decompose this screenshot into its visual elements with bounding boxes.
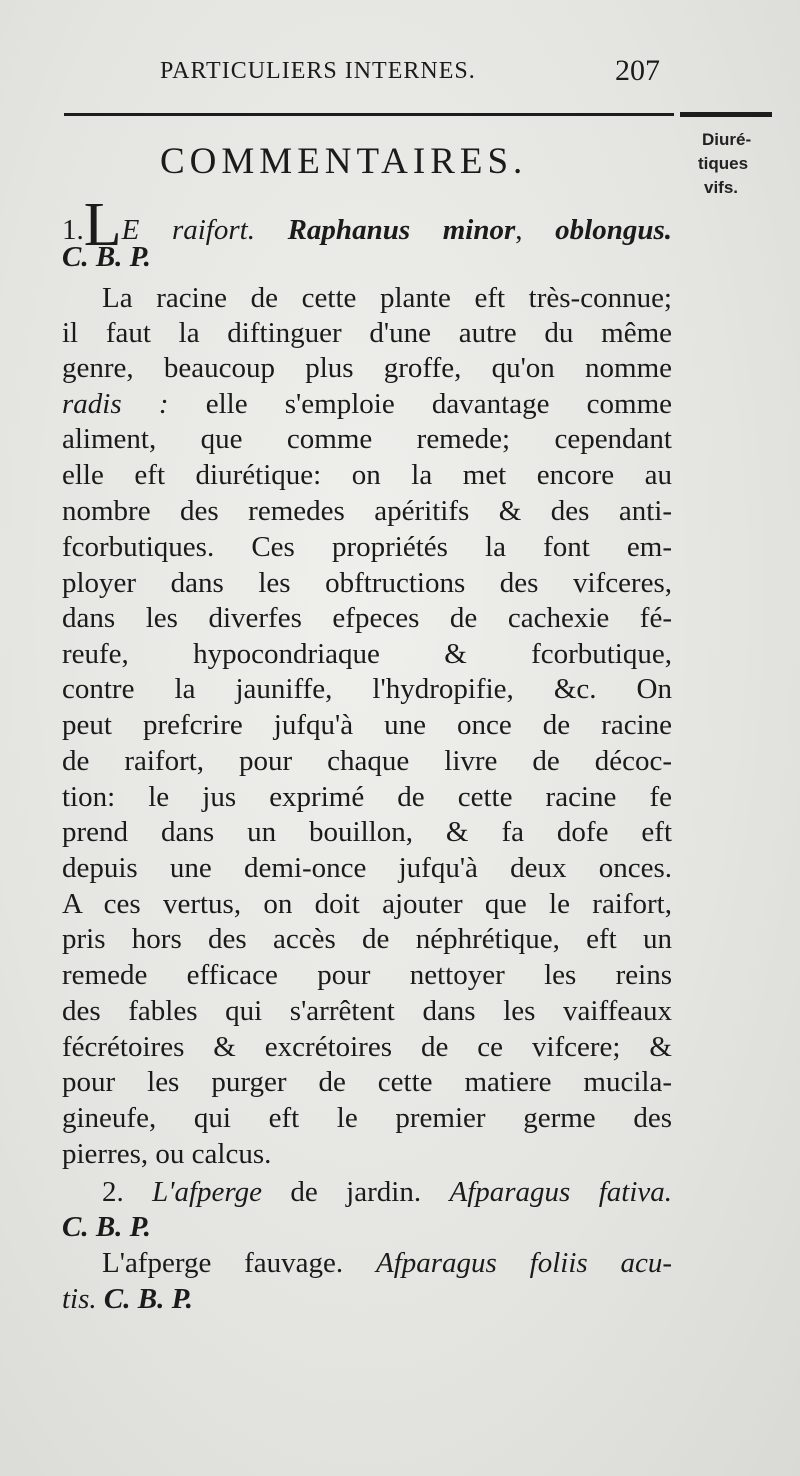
body-line: A ces vertus, on doit ajouter que le raifort, — [62, 888, 672, 920]
body-line: dans les diverfes efpeces de cachexie fé- — [62, 602, 672, 634]
body-line: contre la jauniffe, l'hydropifie, &c. On — [62, 673, 672, 705]
entry-heading — [62, 1175, 672, 1209]
radis-word: radis : — [62, 388, 169, 420]
running-title: PARTICULIERS INTERNES. — [160, 58, 476, 84]
drop-cap: L — [83, 191, 122, 259]
entry-number: 2. — [102, 1176, 124, 1208]
entry-name-rest: de jardin. — [290, 1176, 422, 1208]
margin-note-line: Diuré- — [702, 130, 752, 149]
body-line: pris hors des accès de néphrétique, eft un — [62, 923, 672, 955]
body-line: fcorbutiques. Ces propriétés la font em- — [62, 531, 672, 563]
margin-note-line: vifs. — [704, 178, 739, 197]
latin-name: tis. — [62, 1283, 97, 1315]
body-line: elle eft diurétique: on la met encore au — [62, 459, 672, 491]
body-line: aliment, que comme remede; cependant — [62, 423, 672, 455]
latin-name: Afparagus foliis acu- — [376, 1247, 673, 1279]
body-line: nombre des remedes apéritifs & des anti- — [62, 495, 672, 527]
body-line: peut prefcrire jufqu'à une once de racine — [62, 709, 672, 741]
body-line — [62, 387, 672, 421]
margin-note — [696, 128, 786, 200]
body-line: reufe, hypocondriaque & fcorbutique, — [62, 638, 672, 670]
entry-reference — [62, 1210, 672, 1244]
separator: , — [515, 214, 523, 246]
body-line: genre, beaucoup plus groffe, qu'on nomme — [62, 352, 672, 384]
body-line: La racine de cette plante eft très-connue; — [102, 282, 672, 314]
body-line: pour les purger de cette matiere mucila- — [62, 1066, 672, 1098]
reference: C. B. P. — [62, 1211, 151, 1243]
body-line: tion: le jus exprimé de cette racine fe — [62, 781, 672, 813]
latin-name: Raphanus minor — [287, 214, 516, 246]
reference: C. B. P. — [103, 1283, 193, 1315]
entry-name: L'afperge — [152, 1176, 262, 1208]
body-line: il faut la diftinguer d'une autre du même — [62, 317, 672, 349]
entry-name: L'afperge fauvage. — [102, 1247, 344, 1279]
latin-name: Afparagus fativa. — [449, 1176, 673, 1208]
entry-heading — [62, 1246, 672, 1280]
margin-rule — [680, 112, 772, 117]
latin-name: oblongus. — [555, 214, 672, 246]
entry-name: raifort. — [171, 214, 255, 246]
section-title: COMMENTAIRES. — [160, 141, 528, 182]
body-line: de raifort, pour chaque livre de décoc- — [62, 745, 672, 777]
body-line: remede efficace pour nettoyer les reins — [62, 959, 672, 991]
body-line: prend dans un bouillon, & fa dofe eft — [62, 816, 672, 848]
body-line: fécrétoires & excrétoires de ce vifcere; & — [62, 1031, 672, 1063]
body-line: depuis une demi-once jufqu'à deux onces. — [62, 852, 672, 884]
body-line: gineufe, qui eft le premier germe des — [62, 1102, 672, 1134]
body-line: ployer dans les obftructions des vifceres, — [62, 567, 672, 599]
margin-note-line: tiques — [698, 154, 749, 173]
entry-reference — [62, 1282, 672, 1316]
page-number: 207 — [615, 54, 660, 87]
body-line-text: elle s'emploie davantage comme — [205, 388, 672, 420]
entry-name-start: E — [121, 214, 140, 246]
header-rule — [64, 113, 674, 116]
body-line: pierres, ou calcus. — [62, 1138, 272, 1170]
body-line: des fables qui s'arrêtent dans les vaiffeaux — [62, 995, 672, 1027]
reference: C. B. P. — [62, 241, 151, 273]
entry-reference — [62, 240, 672, 274]
entry-number: 1. — [62, 214, 84, 246]
